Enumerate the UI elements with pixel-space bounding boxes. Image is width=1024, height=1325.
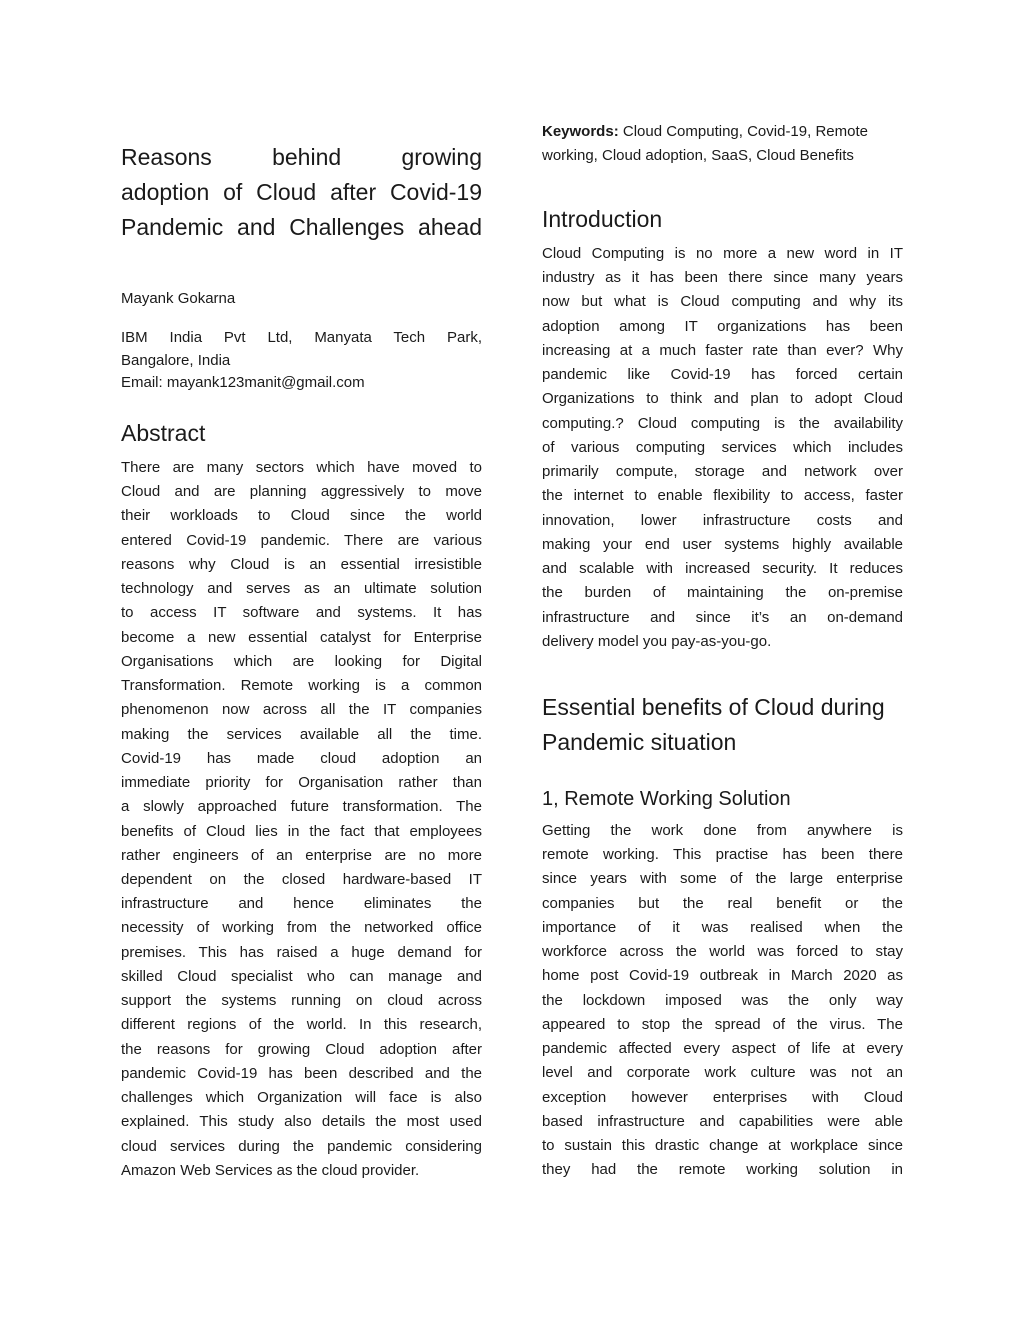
text-line: pandemic Covid-19 has been described and the xyxy=(121,1064,482,1082)
text-line: they had the remote working solution in xyxy=(542,1161,903,1179)
keywords-text: Cloud Computing, Covid-19, Remote xyxy=(618,123,868,140)
text-line: adoption of Cloud after Covid-19 xyxy=(121,179,482,205)
text-line: support the systems running on cloud across xyxy=(121,992,482,1010)
text-line: and scalable with increased security. It reduces xyxy=(542,560,903,578)
text-line: technology and serves as an ultimate solution xyxy=(121,580,482,598)
text-line: dependent on the closed hardware-based IT xyxy=(121,870,482,888)
text-line: infrastructure and since it’s an on-demand xyxy=(542,608,903,626)
text-line: adoption among IT organizations has been xyxy=(542,317,903,335)
text-line: Bangalore, India xyxy=(121,351,231,369)
text-line: making the services available all the time. xyxy=(121,725,482,743)
text-line: now but what is Cloud computing and why its xyxy=(542,293,903,311)
text-line: since years with some of the large enterprise xyxy=(542,870,903,888)
text-line: the lockdown imposed was the only way xyxy=(542,991,903,1009)
keywords-line-1 xyxy=(542,120,903,144)
text-line: the burden of maintaining the on-premise xyxy=(542,584,903,602)
text-line: Covid-19 has made cloud adoption an xyxy=(121,749,482,767)
paper-title xyxy=(121,140,482,245)
text-line: benefits of Cloud lies in the fact that employees xyxy=(121,822,482,840)
text-line: computing.? Cloud computing is the availability xyxy=(542,414,903,432)
text-line: workforce across the world was forced to stay xyxy=(542,943,903,961)
text-line: IBM India Pvt Ltd, Manyata Tech Park, xyxy=(121,329,482,346)
text-line: Organizations to think and plan to adopt Cloud xyxy=(542,390,903,408)
text-line: Email: mayank123manit@gmail.com xyxy=(121,374,365,391)
text-line: challenges which Organization will face is also xyxy=(121,1089,482,1107)
introduction-heading: Introduction xyxy=(542,206,663,232)
text-line: become a new essential catalyst for Enterprise xyxy=(121,628,482,646)
text-line: industry as it has been there since many years xyxy=(542,269,903,287)
text-line: of various computing services which includes xyxy=(542,438,903,456)
remote-working-subheading: 1, Remote Working Solution xyxy=(542,788,791,810)
text-line: pandemic affected every aspect of life at every xyxy=(542,1040,903,1058)
text-line: phenomenon now across all the IT companies xyxy=(121,701,482,719)
text-line: delivery model you pay-as-you-go. xyxy=(542,632,772,650)
benefits-heading-line: Essential benefits of Cloud during xyxy=(542,694,885,720)
author-affiliation xyxy=(121,327,482,395)
text-line: based infrastructure and capabilities were able xyxy=(542,1112,903,1130)
text-line: exception however enterprises with Cloud xyxy=(542,1088,903,1106)
text-line: Organisations which are looking for Digital xyxy=(121,652,482,670)
text-line: Cloud Computing is no more a new word in IT xyxy=(542,245,903,262)
text-line: different regions of the world. In this research, xyxy=(121,1016,482,1034)
text-line: to sustain this drastic change at workplace since xyxy=(542,1137,903,1155)
text-line: increasing at a much faster rate than ever? Why xyxy=(542,341,903,359)
text-line: pandemic like Covid-19 has forced certain xyxy=(542,366,903,384)
text-line: infrastructure and hence eliminates the xyxy=(121,895,482,913)
benefits-heading-line: Pandemic situation xyxy=(542,729,737,755)
text-line: immediate priority for Organisation rather than xyxy=(121,774,482,792)
text-line: their workloads to Cloud since the world xyxy=(121,507,482,525)
text-line: entered Covid-19 pandemic. There are various xyxy=(121,531,482,549)
text-line: reasons why Cloud is an essential irresistible xyxy=(121,555,482,573)
text-line: necessity of working from the networked office xyxy=(121,919,482,937)
text-line: appeared to stop the spread of the virus. The xyxy=(542,1015,903,1033)
author-name: Mayank Gokarna xyxy=(121,290,236,307)
text-line: primarily compute, storage and network over xyxy=(542,463,903,481)
text-line: making your end user systems highly available xyxy=(542,535,903,553)
text-line: remote working. This practise has been there xyxy=(542,846,903,864)
text-line: Cloud and are planning aggressively to move xyxy=(121,483,482,501)
text-line: Reasons behind growing xyxy=(121,144,482,170)
text-line: home post Covid-19 outbreak in March 2020 as xyxy=(542,967,903,985)
keywords xyxy=(542,120,903,168)
text-line: cloud services during the pandemic considering xyxy=(121,1137,482,1155)
text-line: the internet to enable flexibility to access, faster xyxy=(542,487,903,505)
text-line: the reasons for growing Cloud adoption after xyxy=(121,1040,482,1058)
text-line: There are many sectors which have moved to xyxy=(121,459,482,476)
text-line: Pandemic and Challenges ahead xyxy=(121,214,482,240)
text-line: a slowly approached future transformation. The xyxy=(121,798,482,816)
text-line: Amazon Web Services as the cloud provider. xyxy=(121,1161,420,1179)
text-line: rather engineers of an enterprise are no more xyxy=(121,846,482,864)
benefits-heading xyxy=(542,690,903,760)
keywords-line-2: working, Cloud adoption, SaaS, Cloud Benefits xyxy=(542,147,854,164)
introduction-body xyxy=(542,242,903,654)
text-line: importance of it was realised when the xyxy=(542,918,903,936)
text-line: companies but the real benefit or the xyxy=(542,894,903,912)
text-line: premises. This has raised a huge demand for xyxy=(121,943,482,961)
text-line: skilled Cloud specialist who can manage and xyxy=(121,967,482,985)
keywords-label: Keywords: xyxy=(542,123,619,140)
text-line: innovation, lower infrastructure costs and xyxy=(542,511,903,529)
text-line: explained. This study also details the most used xyxy=(121,1113,482,1131)
text-line: Getting the work done from anywhere is xyxy=(542,822,903,839)
text-line: Transformation. Remote working is a common xyxy=(121,677,482,695)
remote-working-body xyxy=(542,819,903,1183)
text-line: to access IT software and systems. It has xyxy=(121,604,482,622)
text-line: level and corporate work culture was not an xyxy=(542,1064,903,1082)
abstract-heading: Abstract xyxy=(121,420,206,446)
abstract-body xyxy=(121,456,482,1183)
